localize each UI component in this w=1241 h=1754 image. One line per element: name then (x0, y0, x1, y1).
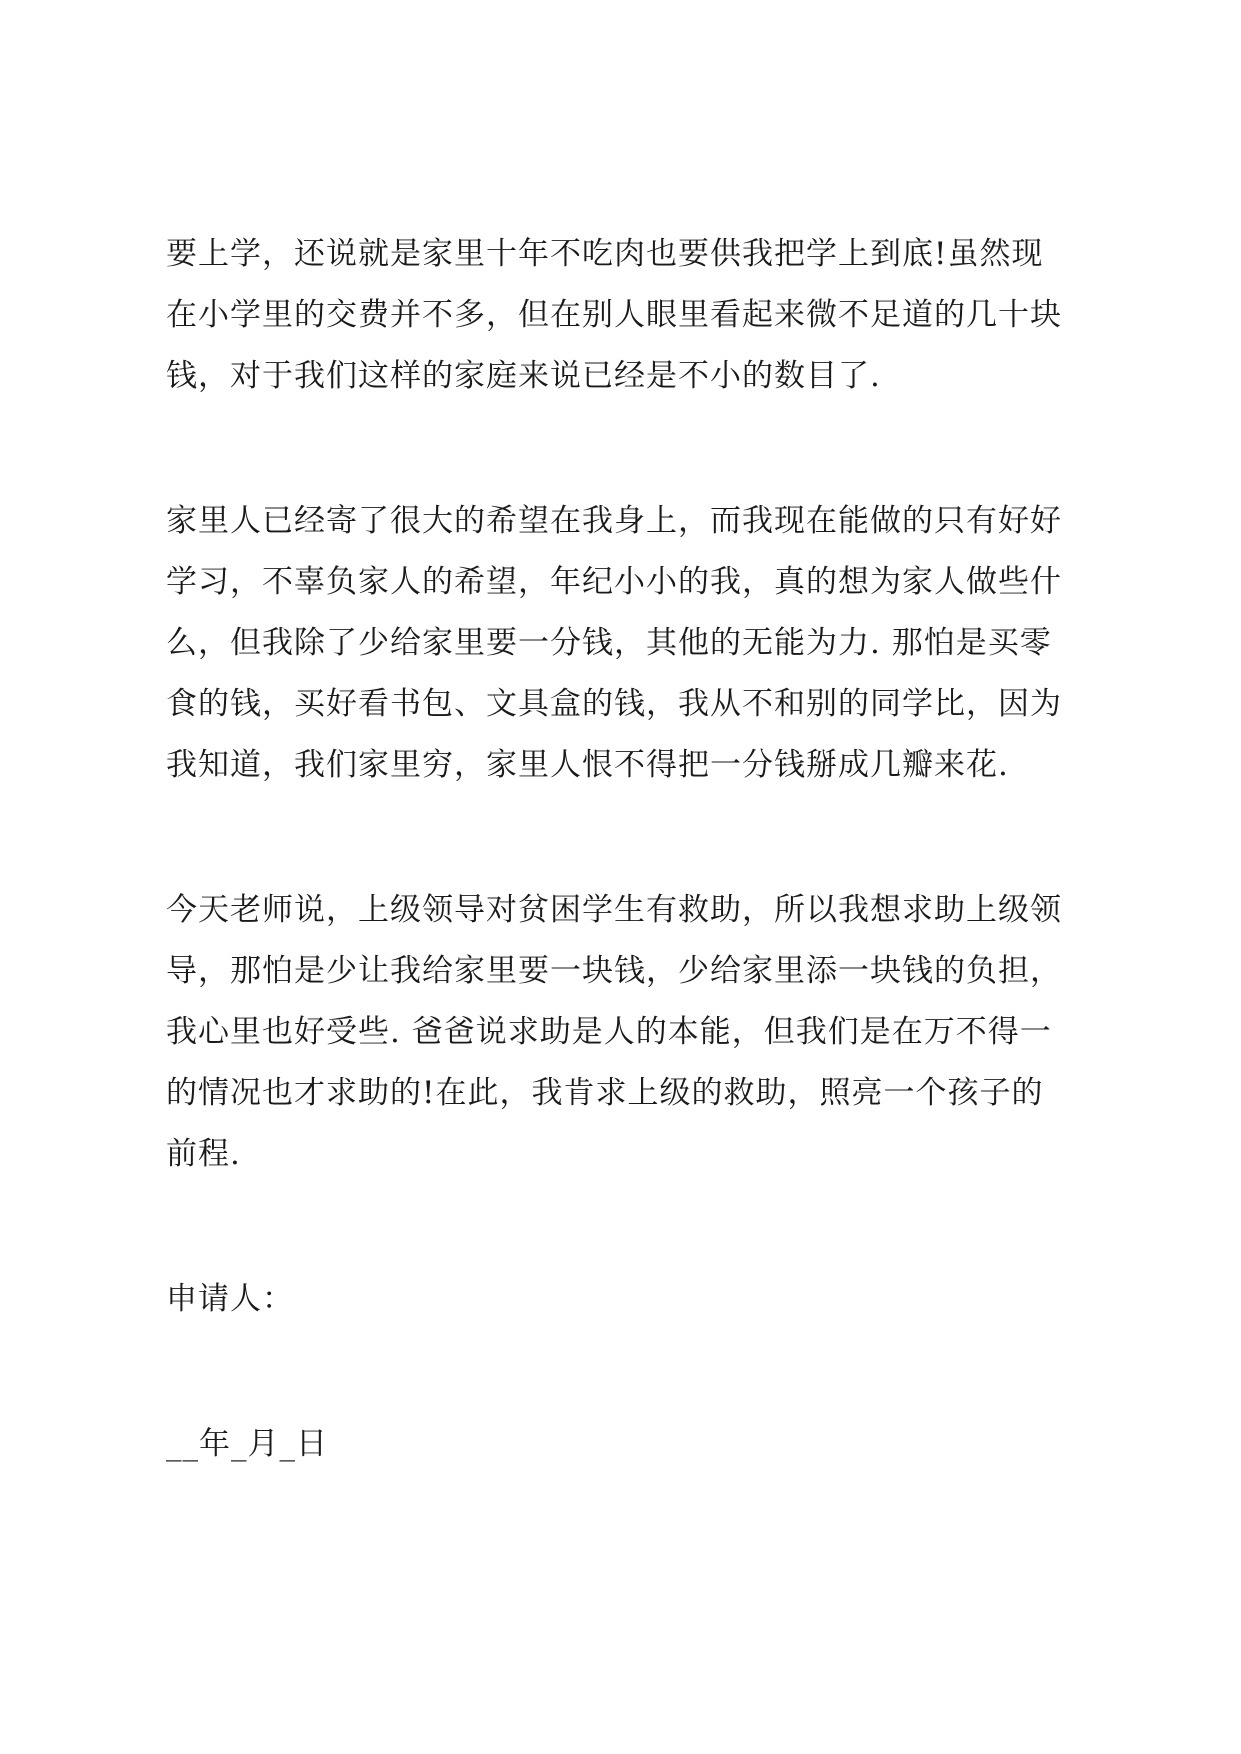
text-line: 我心里也好受些. 爸爸说求助是人的本能，但我们是在万不得一 (166, 1014, 1052, 1050)
text-line: 今天老师说，上级领导对贫困学生有救助，所以我想求助上级领 (166, 892, 1062, 928)
text-line: 我知道，我们家里穷，家里人恨不得把一分钱掰成几瓣来花. (166, 747, 1009, 783)
date-section (166, 1414, 1096, 1475)
letter-body (166, 224, 1096, 1475)
text-line: 么，但我除了少给家里要一分钱，其他的无能为力. 那怕是买零 (166, 625, 1052, 661)
paragraph-2 (166, 491, 1096, 796)
text-line: 前程. (166, 1136, 241, 1172)
text-line: 导，那怕是少让我给家里要一块钱，少给家里添一块钱的负担， (166, 953, 1062, 989)
paragraph-spacer (166, 407, 1096, 491)
text-line: 在小学里的交费并不多，但在别人眼里看起来微不足道的几十块 (166, 297, 1062, 333)
text-line: 学习，不辜负家人的希望，年纪小小的我，真的想为家人做些什 (166, 564, 1062, 600)
date-line: __年_月_日 (166, 1426, 328, 1462)
text-line: 要上学，还说就是家里十年不吃肉也要供我把学上到底!虽然现 (166, 236, 1044, 272)
paragraph-spacer (166, 1185, 1096, 1269)
applicant-section (166, 1269, 1096, 1330)
text-line: 食的钱，买好看书包、文具盒的钱，我从不和别的同学比，因为 (166, 686, 1062, 722)
applicant-label: 申请人： (166, 1281, 294, 1317)
paragraph-3 (166, 880, 1096, 1185)
paragraph-1 (166, 224, 1096, 407)
text-line: 钱，对于我们这样的家庭来说已经是不小的数目了. (166, 358, 881, 394)
paragraph-spacer (166, 1330, 1096, 1414)
paragraph-spacer (166, 796, 1096, 880)
text-line: 家里人已经寄了很大的希望在我身上，而我现在能做的只有好好 (166, 503, 1062, 539)
text-line: 的情况也才求助的!在此，我肯求上级的救助，照亮一个孩子的 (166, 1075, 1044, 1111)
